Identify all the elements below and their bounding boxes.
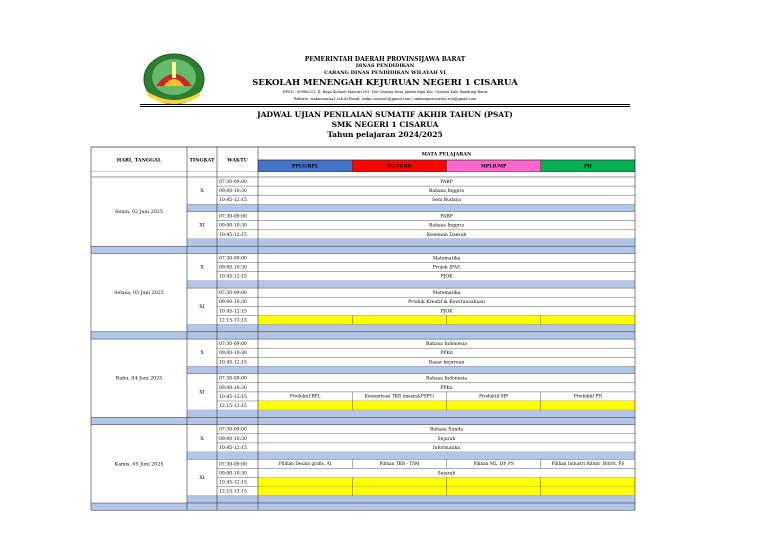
subject-cell: Dasar kejuruan [428,360,465,366]
row-separator [187,410,635,417]
exam-schedule-table [90,146,636,515]
header-gap [91,172,635,177]
time-slot: 07:30-09:00 [219,427,247,433]
time-slot: 09:00-10:30 [219,223,247,229]
time-slot: 10:45-12:15 [219,445,247,451]
column-header-level: TINGKAT [189,158,215,164]
time-slot: 07:30-09:00 [219,342,247,348]
major-header-label: PH [583,164,592,170]
time-slot: 09:00-10:30 [219,265,247,271]
time-slot: 10:45-12:15 [219,309,247,315]
level-label: XI [199,222,205,229]
day-label: Selasa, 03 Juni 2025 [114,291,164,297]
level-label: X [200,264,204,271]
row-separator [187,452,635,459]
academic-year: Tahun pelajaran 2024/2025 [327,130,443,139]
subject-cell: PPKn [440,351,453,357]
subject-cell: Matematika [432,291,461,297]
subject-cell: PABP [440,214,453,220]
time-slot: 09:00-10:30 [219,300,247,306]
subject-cell: Bahasa Sunda [429,427,463,433]
subject-cell: PJOK [440,274,453,280]
subject-cell: PJOK [440,309,453,315]
column-header-subject: MATA PELAJARAN [421,152,472,158]
subject-cell: PPKn [440,385,453,391]
day-label: Rabu, 04 Juni 2025 [115,376,163,382]
time-slot: 07:30-09:00 [219,291,247,297]
header-agency: DINAS PENDIDIKAN [355,63,415,69]
subject-cell: PABP [440,180,453,186]
header-government: PEMERINTAH DAERAH PROVINSIJAWA BARAT [304,56,466,63]
level-label: X [200,350,204,357]
subject-cell: Produktif PH [573,394,602,400]
time-slot: 07:30-09:00 [219,256,247,262]
time-slot: 07:30-09:00 [219,462,247,468]
subject-cell: Informatika [432,445,461,451]
subject-cell: Projek IPAS [432,265,461,271]
level-label: X [200,435,204,442]
subject-cell: Sejarah [437,436,456,442]
time-slot: 09:00-10:30 [219,189,247,195]
time-slot: 07:30-09:00 [219,376,247,382]
subject-cell: Bahasa Inggris [429,223,464,229]
day-separator [91,246,635,253]
level-label: XI [199,474,205,481]
time-slot: 09:00-10:30 [219,471,247,477]
level-label: X [200,188,204,195]
subject-cell: Sejarah [437,471,456,477]
row-separator [187,324,635,331]
major-header-label: MPLB/MP [480,164,507,170]
schedule-grid [90,146,636,511]
subject-cell: Produk Kreatif & Kewirausahaan [408,300,485,306]
time-slot: 09:00-10:30 [219,436,247,442]
time-slot: 12:15-13:15 [219,318,247,324]
time-slot: 10:45-12:15 [219,480,247,486]
time-slot: 07:30-09:00 [219,214,247,220]
subject-cell: Bahasa Inggris [429,189,464,195]
level-label: XI [199,389,205,396]
level-label: XI [199,303,205,310]
time-slot: 12:15-13:15 [219,404,247,410]
time-slot: 09:00-10:30 [219,385,247,391]
header-contact: Website: smkncisarua1.sch.id Email: smkn.cisarua1@gmail.com / smknegericisarua.sch@gmail.com [293,97,477,101]
subject-cell: Bahasa Indonesia [426,376,467,382]
schedule-title: JADWAL UJIAN PENILAIAN SUMATIF AKHIR TAHUN (PSAT) [257,110,513,119]
subject-cell: Kesenian Daerah [426,232,467,238]
time-slot: 09:00-10:30 [219,351,247,357]
letterhead-rule [140,104,630,105]
column-header-day: HARI, TANGGAL [116,158,162,164]
subject-cell: Pilihan Desain grafis, AI [278,461,332,467]
row-separator [187,239,635,246]
row-separator [187,366,635,373]
major-header-label: TO/TKRO [387,164,412,170]
row-separator [187,281,635,288]
time-slot: 10:45-12:15 [219,274,247,280]
day-separator [91,332,635,339]
header-school-name: SEKOLAH MENENGAH KEJURUAN NEGERI 1 CISARUA [252,78,518,88]
subject-cell: Matematika [432,256,461,262]
time-slot: 10:45-12:15 [219,394,247,400]
subject-cell: Bahasa Indonesia [426,342,467,348]
time-slot: 10:45-12:15 [219,198,247,204]
day-separator [91,503,635,510]
day-separator [91,417,635,424]
school-title: SMK NEGERI 1 CISARUA [331,120,439,129]
major-header-label: PPLG/RPL [292,164,319,170]
subject-cell: Pilihan Industri Ritmir ,Ritrot, PS [551,461,625,467]
west-java-province-emblem [142,52,206,106]
row-separator [187,204,635,211]
row-separator [187,496,635,503]
subject-cell: Pilihan TKR - TSM [379,461,420,467]
subject-cell: Produktif RPL [289,394,321,400]
time-slot: 10:45-12:15 [219,360,247,366]
time-slot: 12:15-13:15 [219,489,247,495]
subject-cell: Produktif MP [479,394,509,400]
subject-cell: Seni Budaya [431,198,462,204]
time-slot: 07:30-09:00 [219,180,247,186]
column-header-time: WAKTU [227,158,248,164]
subject-cell: Pilihan ML, DP, PS [473,461,514,467]
time-slot: 10:45-12:15 [219,232,247,238]
day-label: Senin, 02 Juni 2025 [115,210,163,216]
letterhead-rule-thin [140,106,630,107]
subject-cell: Konsentrasi TKR (mesin&PSPT) [364,394,435,400]
day-label: Kamis, 05 Juni 2025 [114,462,164,468]
header-branch: CABANG DINAS PENDIDIKAN WILAYAH VI [324,70,446,76]
header-address: NPSN : 69988321, Jl. Raya Kolonel Masturi NO. 180 Cisarua Desa Jambu dipa Kec. Cisarua Kab. Bandung Barat [282,90,488,94]
